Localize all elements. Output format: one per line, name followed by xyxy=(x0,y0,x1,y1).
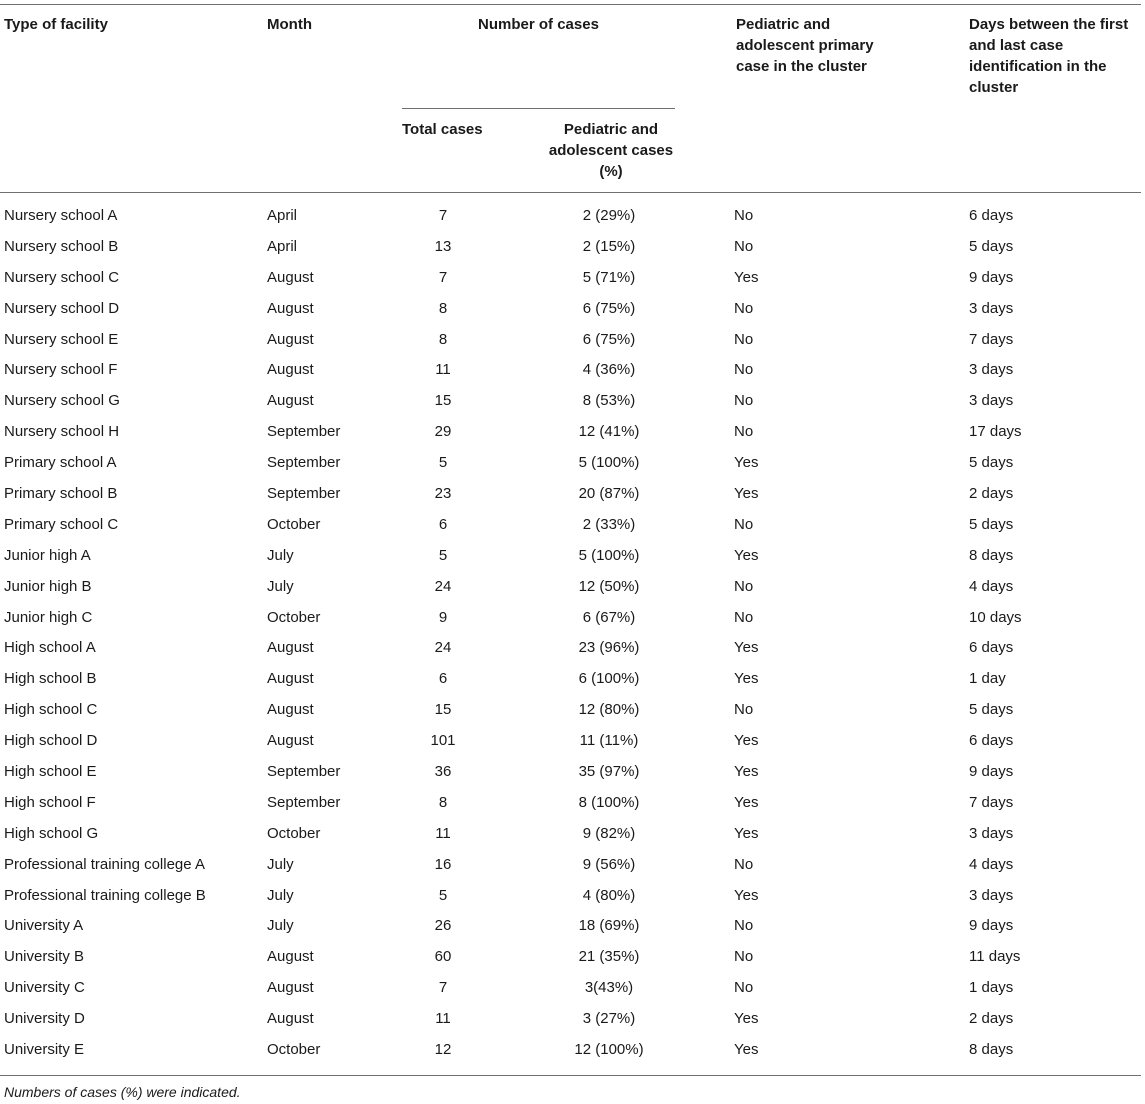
cell-month: October xyxy=(267,824,321,842)
table-row xyxy=(0,416,1141,447)
table-row xyxy=(0,509,1141,540)
cell-total-cases: 23 xyxy=(434,484,452,502)
cell-facility: Nursery school F xyxy=(4,361,118,379)
cell-month: August xyxy=(267,330,314,348)
cell-days-between: 2 days xyxy=(969,484,1014,502)
cell-month: August xyxy=(267,299,314,317)
cell-primary-case: Yes xyxy=(734,886,759,904)
cell-total-cases: 13 xyxy=(434,237,452,255)
table-row xyxy=(0,972,1141,1003)
table-footnote: Numbers of cases (%) were indicated. xyxy=(4,1084,241,1100)
cell-days-between: 1 days xyxy=(969,979,1014,997)
cell-days-between: 9 days xyxy=(969,917,1014,935)
cell-pediatric-cases: 35 (97%) xyxy=(578,762,640,780)
table-row xyxy=(0,849,1141,880)
cell-pediatric-cases: 2 (15%) xyxy=(582,237,636,255)
table-row xyxy=(0,602,1141,633)
cell-primary-case: Yes xyxy=(734,268,759,286)
cell-pediatric-cases: 5 (100%) xyxy=(578,546,640,564)
cell-facility: Nursery school B xyxy=(4,237,119,255)
cell-total-cases: 24 xyxy=(434,639,452,657)
header-month: Month xyxy=(267,16,312,33)
cell-facility: University E xyxy=(4,1040,85,1058)
cell-days-between: 3 days xyxy=(969,886,1014,904)
cell-facility: High school G xyxy=(4,824,99,842)
cell-facility: Junior high A xyxy=(4,546,91,564)
cell-month: July xyxy=(267,577,294,595)
cell-days-between: 6 days xyxy=(969,639,1014,657)
cell-primary-case: No xyxy=(734,330,754,348)
table-row xyxy=(0,540,1141,571)
cell-month: August xyxy=(267,670,314,688)
cell-facility: Nursery school E xyxy=(4,330,119,348)
header-bottom-rule xyxy=(0,192,1141,193)
cell-facility: Junior high C xyxy=(4,608,93,626)
cell-month: July xyxy=(267,855,294,873)
cell-days-between: 10 days xyxy=(969,608,1022,626)
cell-days-between: 9 days xyxy=(969,762,1014,780)
cell-facility: Primary school B xyxy=(4,484,118,502)
header-number-of-cases: Number of cases xyxy=(478,16,599,33)
table-row xyxy=(0,447,1141,478)
cell-primary-case: Yes xyxy=(734,454,759,472)
cell-primary-case: Yes xyxy=(734,1010,759,1028)
cell-total-cases: 36 xyxy=(434,762,452,780)
table-row xyxy=(0,354,1141,385)
cell-primary-case: No xyxy=(734,577,754,595)
cell-total-cases: 5 xyxy=(438,454,448,472)
cell-primary-case: No xyxy=(734,855,754,873)
cell-pediatric-cases: 3(43%) xyxy=(584,979,634,997)
cell-pediatric-cases: 12 (80%) xyxy=(578,701,640,719)
cell-days-between: 5 days xyxy=(969,515,1014,533)
cell-days-between: 7 days xyxy=(969,330,1014,348)
cell-total-cases: 5 xyxy=(438,886,448,904)
table-row xyxy=(0,818,1141,849)
cell-total-cases: 9 xyxy=(438,608,448,626)
cell-primary-case: No xyxy=(734,917,754,935)
cell-primary-case: Yes xyxy=(734,484,759,502)
header-pediatric-cases: Pediatric and adolescent cases (%) xyxy=(548,121,674,180)
table-top-rule xyxy=(0,4,1141,5)
cell-pediatric-cases: 6 (75%) xyxy=(582,299,636,317)
cell-total-cases: 5 xyxy=(438,546,448,564)
cell-month: August xyxy=(267,979,314,997)
cell-primary-case: No xyxy=(734,979,754,997)
table-row xyxy=(0,1003,1141,1034)
table-row xyxy=(0,385,1141,416)
cell-primary-case: No xyxy=(734,701,754,719)
cell-days-between: 9 days xyxy=(969,268,1014,286)
cell-facility: High school D xyxy=(4,732,98,750)
cell-primary-case: Yes xyxy=(734,762,759,780)
cell-facility: University D xyxy=(4,1010,85,1028)
cell-facility: Nursery school A xyxy=(4,206,118,224)
cell-primary-case: No xyxy=(734,392,754,410)
cell-primary-case: No xyxy=(734,361,754,379)
cell-primary-case: No xyxy=(734,237,754,255)
table-body xyxy=(0,200,1141,1065)
cell-month: July xyxy=(267,917,294,935)
cluster-table xyxy=(0,200,1141,1065)
cell-pediatric-cases: 18 (69%) xyxy=(578,917,640,935)
cell-facility: Nursery school C xyxy=(4,268,120,286)
cell-primary-case: No xyxy=(734,206,754,224)
table-row xyxy=(0,941,1141,972)
cell-month: August xyxy=(267,1010,314,1028)
cell-pediatric-cases: 5 (100%) xyxy=(578,454,640,472)
cell-days-between: 3 days xyxy=(969,299,1014,317)
cell-days-between: 3 days xyxy=(969,392,1014,410)
cell-month: September xyxy=(267,762,341,780)
cell-primary-case: Yes xyxy=(734,546,759,564)
cell-pediatric-cases: 6 (67%) xyxy=(582,608,636,626)
cell-month: April xyxy=(267,237,298,255)
cell-facility: High school A xyxy=(4,639,96,657)
table-row xyxy=(0,200,1141,231)
cell-days-between: 6 days xyxy=(969,206,1014,224)
cell-month: August xyxy=(267,732,314,750)
cell-days-between: 6 days xyxy=(969,732,1014,750)
cell-days-between: 1 day xyxy=(969,670,1006,688)
cell-days-between: 3 days xyxy=(969,824,1014,842)
cell-total-cases: 6 xyxy=(438,515,448,533)
table-row xyxy=(0,663,1141,694)
cell-pediatric-cases: 3 (27%) xyxy=(582,1010,636,1028)
cell-primary-case: Yes xyxy=(734,732,759,750)
cell-facility: High school E xyxy=(4,762,97,780)
cell-total-cases: 11 xyxy=(435,361,451,379)
cell-total-cases: 6 xyxy=(438,670,448,688)
table-row xyxy=(0,725,1141,756)
cell-total-cases: 15 xyxy=(434,701,452,719)
cell-pediatric-cases: 9 (82%) xyxy=(582,824,636,842)
cell-facility: University C xyxy=(4,979,85,997)
cell-pediatric-cases: 9 (56%) xyxy=(582,855,636,873)
table-row xyxy=(0,910,1141,941)
cell-days-between: 8 days xyxy=(969,546,1014,564)
header-days-between: Days between the first and last case identification in the cluster xyxy=(969,16,1129,96)
cell-month: October xyxy=(267,608,321,626)
table-row xyxy=(0,694,1141,725)
cell-month: September xyxy=(267,454,341,472)
table-row xyxy=(0,756,1141,787)
cell-pediatric-cases: 12 (100%) xyxy=(574,1040,644,1058)
table-row xyxy=(0,324,1141,355)
cell-total-cases: 12 xyxy=(434,1040,452,1058)
cell-facility: University A xyxy=(4,917,84,935)
cell-month: July xyxy=(267,886,294,904)
cell-days-between: 4 days xyxy=(969,855,1014,873)
cell-pediatric-cases: 4 (80%) xyxy=(582,886,636,904)
table-row xyxy=(0,478,1141,509)
header-primary-case: Pediatric and adolescent primary case in the cluster xyxy=(736,16,874,75)
header-facility: Type of facility xyxy=(4,16,108,33)
cell-pediatric-cases: 5 (71%) xyxy=(582,268,636,286)
cell-pediatric-cases: 21 (35%) xyxy=(578,948,640,966)
cell-days-between: 5 days xyxy=(969,237,1014,255)
cell-days-between: 8 days xyxy=(969,1040,1014,1058)
cell-primary-case: No xyxy=(734,948,754,966)
cell-days-between: 11 days xyxy=(969,948,1021,966)
cell-month: April xyxy=(267,206,298,224)
cell-facility: Primary school A xyxy=(4,454,117,472)
cell-pediatric-cases: 6 (75%) xyxy=(582,330,636,348)
cell-pediatric-cases: 23 (96%) xyxy=(578,639,640,657)
cell-total-cases: 16 xyxy=(434,855,452,873)
cell-primary-case: No xyxy=(734,423,754,441)
cell-pediatric-cases: 20 (87%) xyxy=(578,484,640,502)
cell-primary-case: No xyxy=(734,299,754,317)
cell-facility: Nursery school G xyxy=(4,392,120,410)
cell-pediatric-cases: 6 (100%) xyxy=(578,670,640,688)
cell-total-cases: 101 xyxy=(430,732,456,750)
cell-month: October xyxy=(267,1040,321,1058)
cell-days-between: 2 days xyxy=(969,1010,1014,1028)
cell-month: September xyxy=(267,484,341,502)
cell-facility: Nursery school D xyxy=(4,299,120,317)
cell-primary-case: Yes xyxy=(734,1040,759,1058)
cell-pediatric-cases: 8 (53%) xyxy=(582,392,636,410)
cell-pediatric-cases: 2 (29%) xyxy=(582,206,636,224)
cell-facility: Professional training college B xyxy=(4,886,206,904)
cell-month: August xyxy=(267,361,314,379)
cell-facility: University B xyxy=(4,948,85,966)
cell-facility: Professional training college A xyxy=(4,855,205,873)
table-row xyxy=(0,262,1141,293)
cell-pediatric-cases: 11 (11%) xyxy=(579,732,639,750)
number-of-cases-underline xyxy=(402,108,675,109)
cell-month: August xyxy=(267,268,314,286)
cell-month: October xyxy=(267,515,321,533)
cell-total-cases: 29 xyxy=(434,423,452,441)
cell-facility: High school C xyxy=(4,701,98,719)
cell-total-cases: 8 xyxy=(438,793,448,811)
cell-total-cases: 8 xyxy=(438,330,448,348)
table-row xyxy=(0,231,1141,262)
cell-month: September xyxy=(267,793,341,811)
cell-total-cases: 24 xyxy=(434,577,452,595)
cell-days-between: 5 days xyxy=(969,454,1014,472)
cell-facility: Primary school C xyxy=(4,515,119,533)
table-row xyxy=(0,1034,1141,1065)
cell-facility: High school B xyxy=(4,670,97,688)
table-row xyxy=(0,293,1141,324)
cell-month: August xyxy=(267,701,314,719)
header-total-cases: Total cases xyxy=(402,121,483,138)
cell-pediatric-cases: 2 (33%) xyxy=(582,515,636,533)
cell-total-cases: 7 xyxy=(438,979,448,997)
cell-total-cases: 8 xyxy=(438,299,448,317)
table-row xyxy=(0,787,1141,818)
cell-days-between: 7 days xyxy=(969,793,1014,811)
cell-primary-case: Yes xyxy=(734,670,759,688)
cell-pediatric-cases: 12 (50%) xyxy=(578,577,640,595)
cell-month: August xyxy=(267,392,314,410)
cell-month: August xyxy=(267,639,314,657)
cell-total-cases: 15 xyxy=(434,392,452,410)
cell-days-between: 5 days xyxy=(969,701,1014,719)
cell-total-cases: 60 xyxy=(434,948,452,966)
cell-total-cases: 11 xyxy=(435,824,451,842)
cell-total-cases: 7 xyxy=(438,206,448,224)
cell-primary-case: Yes xyxy=(734,824,759,842)
cell-facility: Nursery school H xyxy=(4,423,120,441)
table-row xyxy=(0,632,1141,663)
cell-facility: Junior high B xyxy=(4,577,92,595)
table-row xyxy=(0,880,1141,911)
cell-days-between: 17 days xyxy=(969,423,1022,441)
cell-days-between: 4 days xyxy=(969,577,1014,595)
cell-total-cases: 11 xyxy=(435,1010,451,1028)
cell-month: September xyxy=(267,423,341,441)
cell-primary-case: No xyxy=(734,608,754,626)
table-row xyxy=(0,571,1141,602)
table-bottom-rule xyxy=(0,1075,1141,1076)
cell-month: August xyxy=(267,948,314,966)
cell-month: July xyxy=(267,546,294,564)
cell-total-cases: 7 xyxy=(438,268,448,286)
cell-pediatric-cases: 8 (100%) xyxy=(578,793,640,811)
cell-facility: High school F xyxy=(4,793,96,811)
cell-total-cases: 26 xyxy=(434,917,452,935)
cell-pediatric-cases: 12 (41%) xyxy=(578,423,640,441)
cell-pediatric-cases: 4 (36%) xyxy=(582,361,636,379)
cell-primary-case: Yes xyxy=(734,793,759,811)
cell-primary-case: Yes xyxy=(734,639,759,657)
cell-primary-case: No xyxy=(734,515,754,533)
cell-days-between: 3 days xyxy=(969,361,1014,379)
